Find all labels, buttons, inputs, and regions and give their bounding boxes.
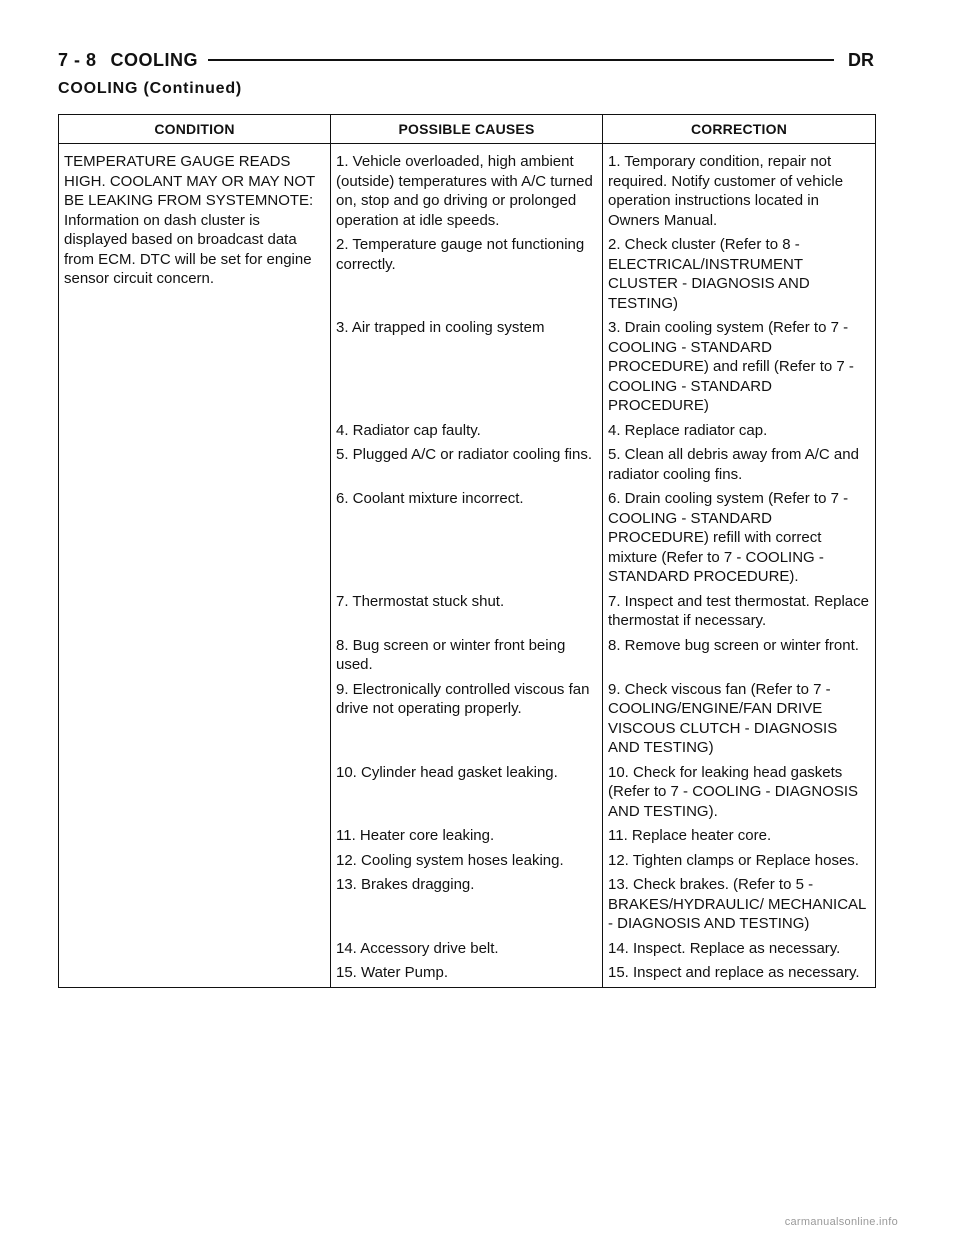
cause-text: 11. Heater core leaking. — [336, 827, 495, 844]
correction-text: 6. Drain cooling system (Refer to 7 - COOLING - STANDARD PROCEDURE) refill with correct mixture (Refer to 7 - COOLING - STANDARD PROCEDURE). — [608, 490, 849, 585]
correction-text: 12. Tighten clamps or Replace hoses. — [608, 851, 859, 869]
cause-text: 9. Electronically controlled viscous fan drive not operating properly. — [336, 680, 590, 717]
cause-cell — [331, 313, 603, 416]
cause-cell — [331, 484, 603, 587]
cause-text: 4. Radiator cap faulty. — [336, 421, 481, 439]
correction-text: 4. Replace radiator cap. — [608, 421, 768, 439]
column-header-condition: CONDITION — [59, 115, 331, 144]
cause-text: 7. Thermostat stuck shut. — [336, 592, 505, 610]
correction-cell — [603, 440, 876, 484]
correction-cell — [603, 484, 876, 587]
section-title: COOLING — [110, 50, 199, 70]
correction-text: 5. Clean all debris away from A/C and radiator cooling fins. — [608, 446, 859, 483]
model-code: DR — [842, 50, 874, 71]
condition-cell — [59, 144, 331, 988]
watermark: carmanualsonline.info — [784, 1216, 898, 1228]
correction-text: 14. Inspect. Replace as necessary. — [608, 939, 841, 957]
correction-cell — [603, 416, 876, 441]
correction-cell — [603, 958, 876, 987]
correction-text: 1. Temporary condition, repair not required. Notify customer of vehicle operation instructions located in Owners Manual. — [608, 153, 844, 229]
correction-cell — [603, 587, 876, 631]
correction-cell — [603, 313, 876, 416]
correction-cell — [603, 230, 876, 313]
cause-text: 13. Brakes dragging. — [336, 876, 475, 893]
condition-text: TEMPERATURE GAUGE READS HIGH. COOLANT MAY OR MAY NOT BE LEAKING FROM SYSTEMNOTE: Information on dash cluster is displayed based on broadcast data from ECM. DTC will be set for engine sensor circuit concern. — [64, 153, 315, 287]
correction-cell — [603, 144, 876, 231]
correction-text: 10. Check for leaking head gaskets (Refer to 7 - COOLING - DIAGNOSIS AND TESTING). — [608, 763, 859, 820]
cause-cell — [331, 587, 603, 631]
cause-cell — [331, 631, 603, 675]
page-header — [58, 50, 874, 70]
cause-cell — [331, 675, 603, 758]
cause-cell — [331, 144, 603, 231]
column-header-correction: CORRECTION — [603, 115, 876, 144]
section-number: 7 - 8 — [58, 50, 97, 70]
cause-cell — [331, 846, 603, 871]
correction-text: 3. Drain cooling system (Refer to 7 - COOLING - STANDARD PROCEDURE) and refill (Refer to 7 - COOLING - STANDARD PROCEDURE) — [608, 319, 854, 414]
correction-text: 15. Inspect and replace as necessary. — [608, 964, 860, 981]
cause-text: 2. Temperature gauge not functioning correctly. — [336, 236, 585, 273]
cause-cell — [331, 870, 603, 934]
correction-cell — [603, 934, 876, 959]
cause-text: 5. Plugged A/C or radiator cooling fins. — [336, 446, 592, 463]
cause-cell — [331, 230, 603, 313]
table-header-row — [59, 115, 876, 144]
header-rule — [208, 59, 834, 61]
cause-text: 15. Water Pump. — [336, 964, 448, 981]
correction-text: 2. Check cluster (Refer to 8 - ELECTRICAL/INSTRUMENT CLUSTER - DIAGNOSIS AND TESTING) — [608, 236, 810, 312]
table-row — [59, 144, 876, 231]
correction-text: 9. Check viscous fan (Refer to 7 - COOLING/ENGINE/FAN DRIVE VISCOUS CLUTCH - DIAGNOSIS AND TESTING) — [608, 680, 838, 756]
correction-cell — [603, 631, 876, 675]
cause-text: 8. Bug screen or winter front being used. — [336, 636, 566, 673]
cause-text: 3. Air trapped in cooling system — [336, 319, 545, 336]
correction-text: 7. Inspect and test thermostat. Replace thermostat if necessary. — [608, 592, 869, 629]
cause-cell — [331, 440, 603, 484]
correction-text: 13. Check brakes. (Refer to 5 - BRAKES/HYDRAULIC/ MECHANICAL - DIAGNOSIS AND TESTING) — [608, 876, 866, 932]
correction-cell — [603, 675, 876, 758]
cause-cell — [331, 821, 603, 846]
correction-cell — [603, 821, 876, 846]
cause-cell — [331, 934, 603, 959]
cause-text: 14. Accessory drive belt. — [336, 939, 499, 957]
correction-cell — [603, 870, 876, 934]
cause-cell — [331, 758, 603, 822]
diagnosis-table — [58, 114, 876, 988]
cause-text: 10. Cylinder head gasket leaking. — [336, 763, 558, 781]
cause-text: 6. Coolant mixture incorrect. — [336, 490, 524, 507]
cause-text: 1. Vehicle overloaded, high ambient (outside) temperatures with A/C turned on, stop and go driving or prolonged operation at idle speeds. — [336, 153, 593, 229]
correction-text: 11. Replace heater core. — [608, 827, 772, 844]
correction-cell — [603, 758, 876, 822]
correction-cell — [603, 846, 876, 871]
correction-text: 8. Remove bug screen or winter front. — [608, 636, 859, 654]
header-left — [58, 50, 204, 71]
cause-cell — [331, 416, 603, 441]
continued-title: COOLING (Continued) — [58, 80, 243, 97]
cause-text: 12. Cooling system hoses leaking. — [336, 851, 564, 869]
column-header-causes: POSSIBLE CAUSES — [331, 115, 603, 144]
cause-cell — [331, 958, 603, 987]
